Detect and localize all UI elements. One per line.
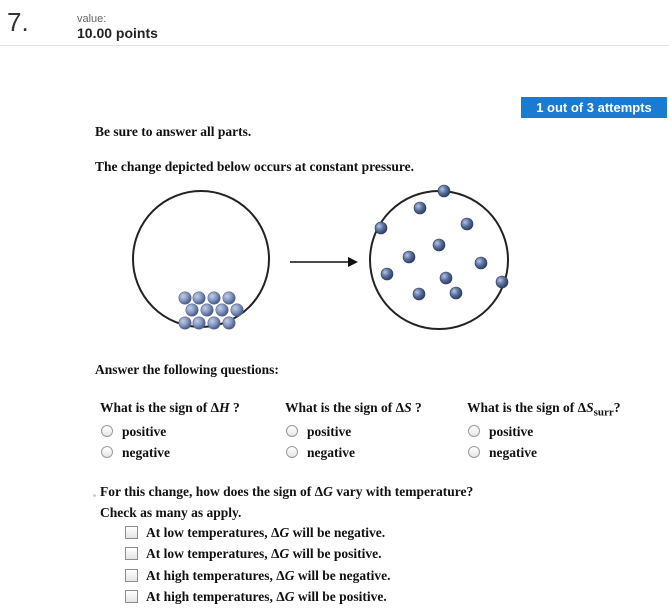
- answer-heading: Answer the following questions:: [95, 362, 279, 377]
- clustered-particles: [179, 292, 243, 329]
- arrow-head: [348, 257, 358, 267]
- radio-delta-s-surr-negative[interactable]: [468, 446, 480, 458]
- question-number: 7.: [7, 7, 29, 37]
- label-delta-s-positive: positive: [307, 424, 352, 439]
- radio-delta-s-surr-positive[interactable]: [468, 425, 480, 437]
- checkbox-high-temp-positive[interactable]: [125, 590, 138, 603]
- radio-delta-h-negative[interactable]: [101, 446, 113, 458]
- radio-delta-s-positive[interactable]: [286, 425, 298, 437]
- question-delta-s: What is the sign of ΔS ?: [285, 400, 422, 415]
- instruction-constant-pressure: The change depicted below occurs at constant pressure.: [95, 159, 414, 174]
- left-container: [133, 191, 269, 327]
- label-delta-h-negative: negative: [122, 445, 170, 460]
- value-label: value:: [77, 13, 107, 25]
- label-low-temp-positive: At low temperatures, ΔG will be positive.: [146, 546, 382, 561]
- value-points: 10.00 points: [77, 25, 158, 41]
- label-low-temp-negative: At low temperatures, ΔG will be negative.: [146, 525, 386, 540]
- label-high-temp-negative: At high temperatures, ΔG will be negative.: [146, 568, 391, 583]
- checkbox-low-temp-negative[interactable]: [125, 526, 138, 539]
- label-delta-h-positive: positive: [122, 424, 167, 439]
- instruction-answer-all: Be sure to answer all parts.: [95, 124, 252, 139]
- particle-diagram: [128, 183, 528, 343]
- label-delta-s-surr-positive: positive: [489, 424, 534, 439]
- check-instruction: Check as many as apply.: [100, 505, 242, 520]
- label-delta-s-negative: negative: [307, 445, 355, 460]
- attempts-badge: 1 out of 3 attempts: [521, 97, 667, 118]
- question-delta-g-temperature: For this change, how does the sign of ΔG vary with temperature?: [100, 484, 474, 499]
- radio-delta-h-positive[interactable]: [101, 425, 113, 437]
- header-divider: [0, 45, 669, 46]
- question-delta-h: What is the sign of ΔH ?: [100, 400, 240, 415]
- checkbox-low-temp-positive[interactable]: [125, 547, 138, 560]
- right-container: [370, 191, 508, 329]
- label-high-temp-positive: At high temperatures, ΔG will be positive.: [146, 589, 387, 604]
- question-delta-s-surr: What is the sign of $\Delta S_{surr}$?: [467, 400, 621, 419]
- checkbox-high-temp-negative[interactable]: [125, 569, 138, 582]
- label-delta-s-surr-negative: negative: [489, 445, 537, 460]
- radio-delta-s-negative[interactable]: [286, 446, 298, 458]
- bullet-dot: [93, 494, 96, 497]
